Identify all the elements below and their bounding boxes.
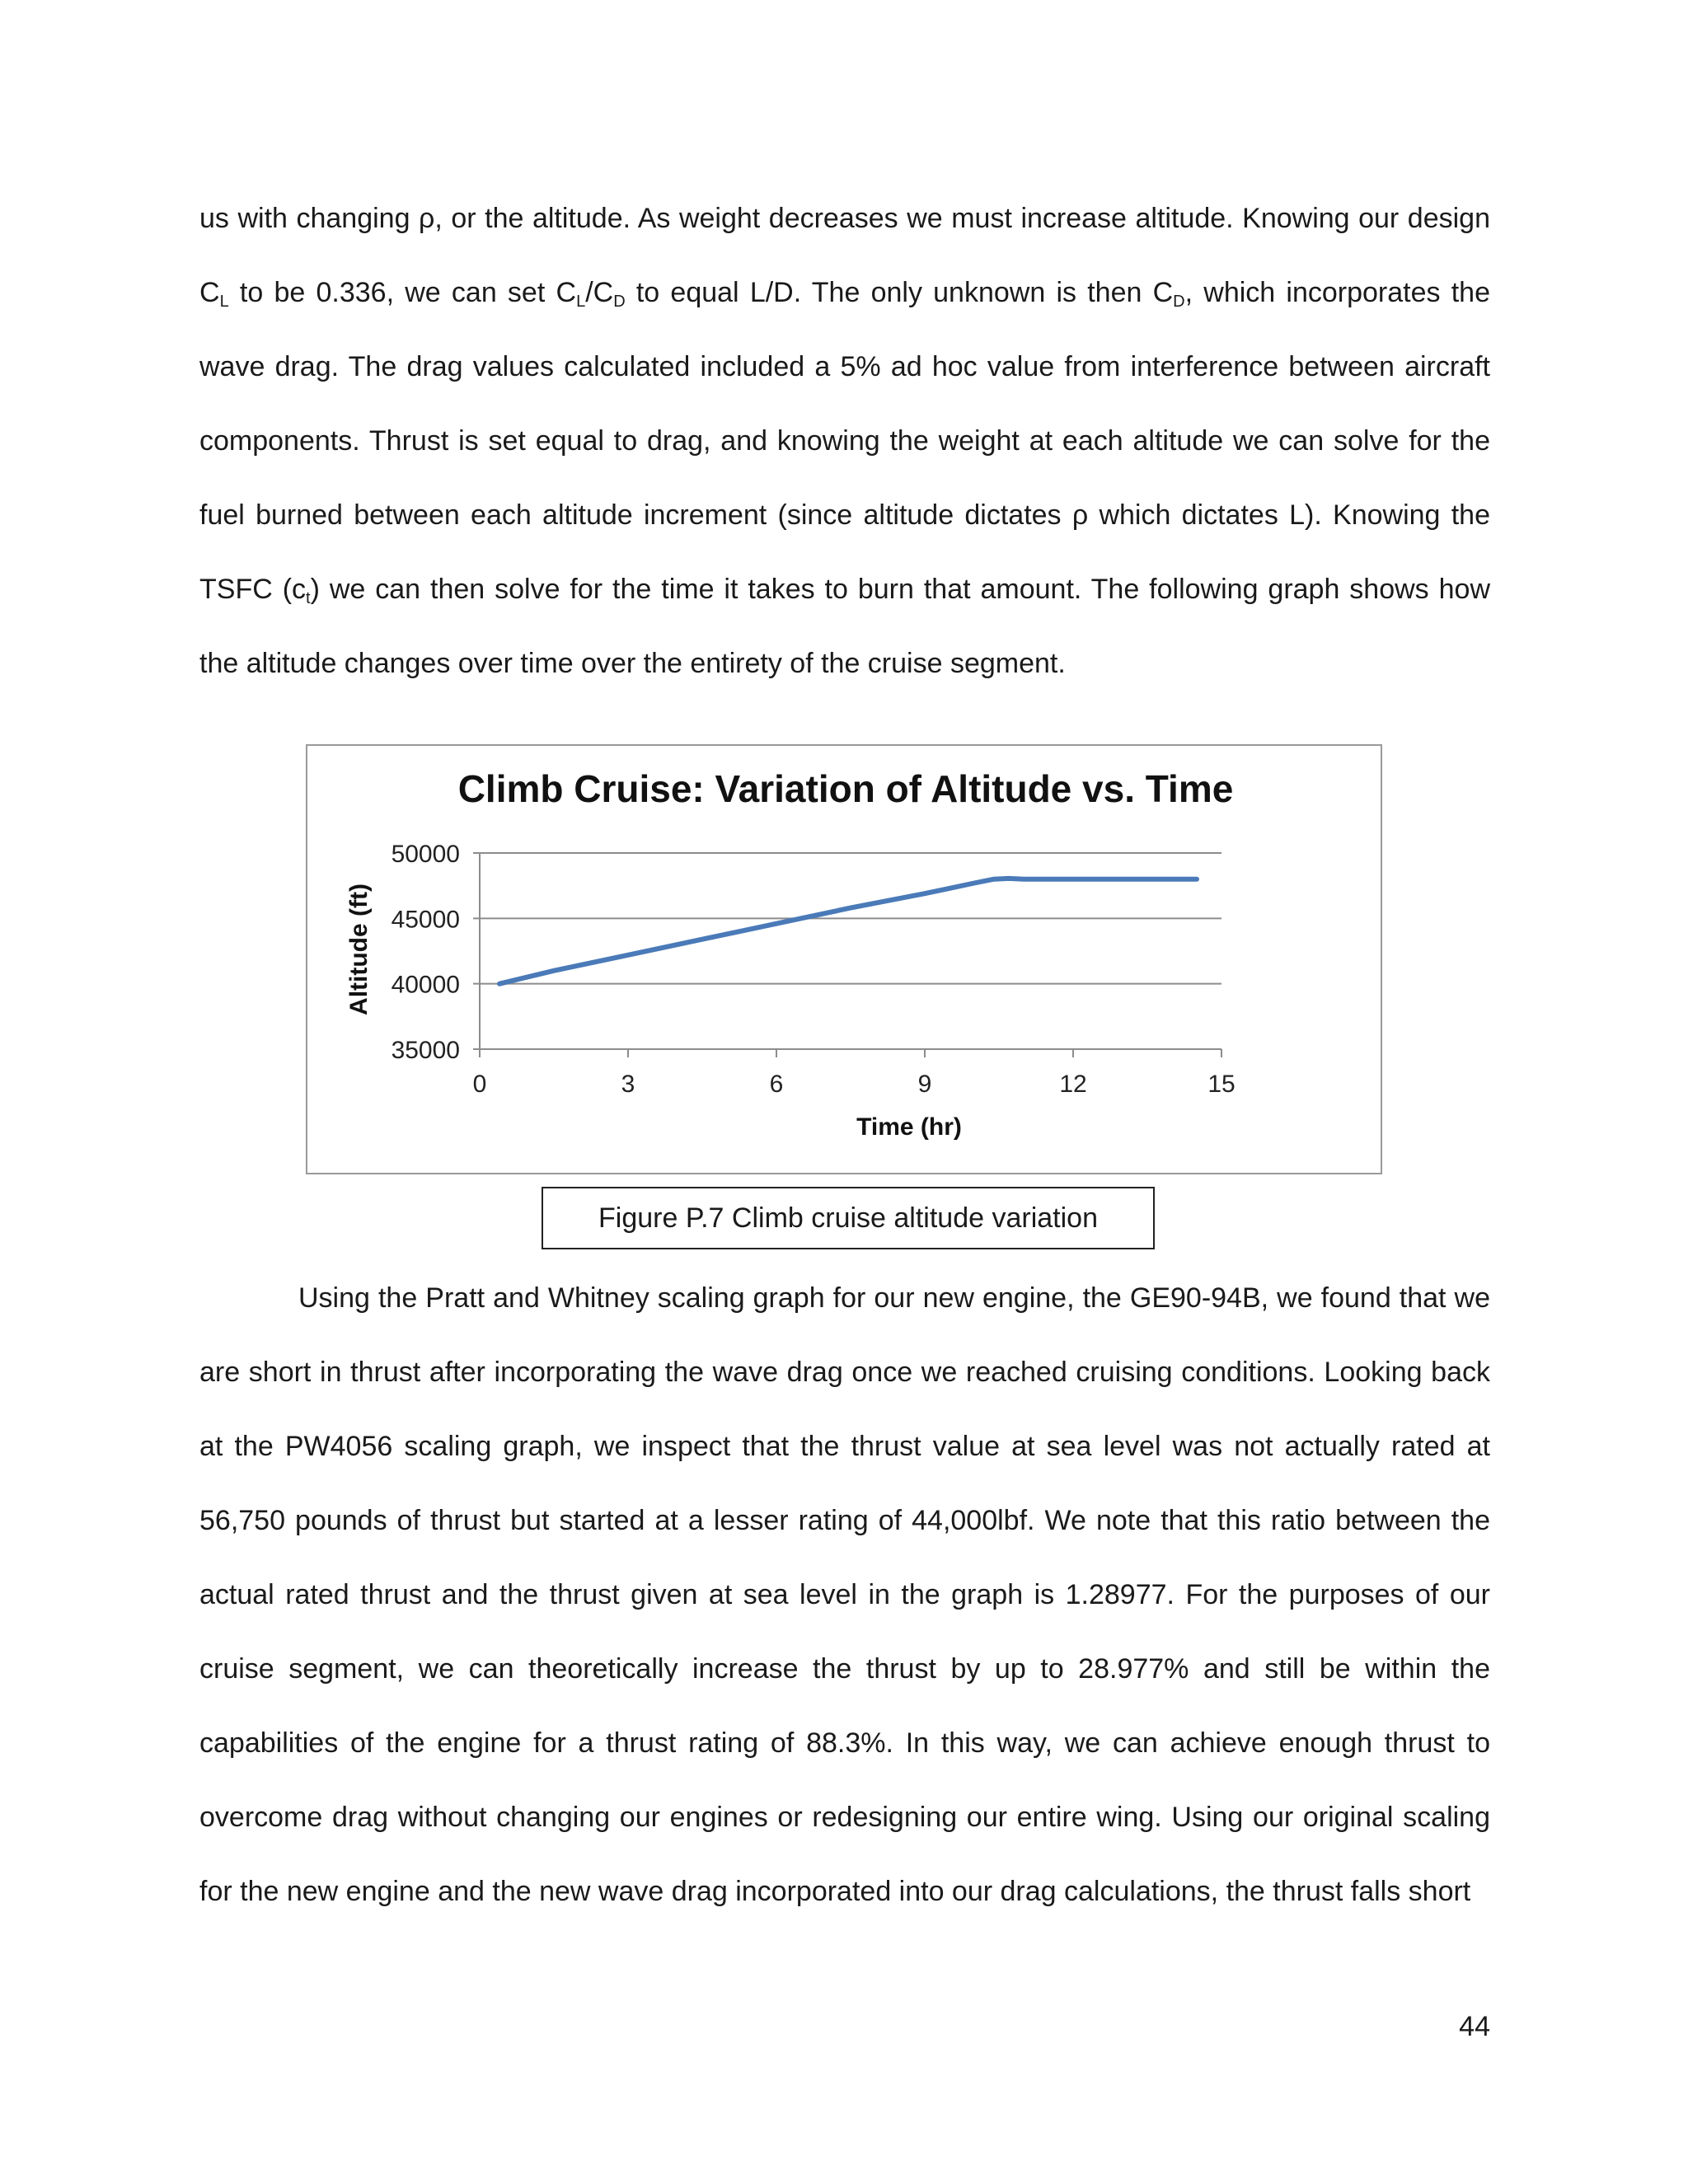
x-axis-label: Time (hr) — [856, 1113, 962, 1141]
page-number: 44 — [1459, 2011, 1490, 2042]
x-tick-label: 12 — [1059, 1071, 1087, 1098]
x-tick-labels — [473, 1071, 1236, 1098]
y-tick-label: 50000 — [391, 841, 460, 868]
text-run: to be 0.336, we can set C — [228, 277, 577, 308]
x-tick-label: 3 — [621, 1071, 635, 1098]
x-tick-label: 6 — [769, 1071, 784, 1098]
chart-title: Climb Cruise: Variation of Altitude vs. Time — [457, 767, 1234, 810]
subscript: D — [613, 293, 626, 311]
paragraph-1 — [199, 181, 1490, 701]
altitude-chart — [307, 746, 1384, 1176]
x-tick-label: 0 — [472, 1071, 487, 1098]
text-run: , which incorporates the wave drag. The drag values calculated included a 5% ad hoc value from interference between aircraft components. Thrust is set equal to drag, and knowing the weight at each altitude we can solve for the fuel burned between each altitude increment (since altitude dictates ρ which dictates L). Knowing the TSFC (c — [199, 277, 1490, 605]
y-tick-label: 45000 — [391, 906, 460, 934]
chart-frame — [306, 744, 1382, 1174]
axes — [480, 853, 1221, 1057]
figure-caption: Figure P.7 Climb cruise altitude variation — [542, 1187, 1155, 1249]
y-axis-label: Altitude (ft) — [345, 883, 373, 1015]
x-tick-label: 15 — [1207, 1071, 1236, 1098]
subscript: t — [306, 589, 311, 607]
y-tick-label: 40000 — [391, 971, 460, 999]
grid-lines — [473, 853, 1221, 1049]
text-run: to equal L/D. The only unknown is then C — [625, 277, 1174, 308]
subscript: L — [219, 293, 229, 311]
subscript: D — [1173, 293, 1185, 311]
text-run: ) we can then solve for the time it takes to burn that amount. The following graph shows how the altitude changes over time over the entirety of the cruise segment. — [199, 574, 1490, 679]
paragraph-2: Using the Pratt and Whitney scaling graph for our new engine, the GE90-94B, we found that we are short in thrust after incorporating the wave drag once we reached cruising conditions. Looking back at the PW4056 scaling graph, we inspect that the thrust value at sea level was not actually rated at 56,750 pounds of thrust but started at a lesser rating of 44,000lbf. We note that this ratio between the actual rated thrust and the thrust given at sea level in the graph is 1.28977. For the purposes of our cruise segment, we can theoretically increase the thrust by up to 28.977% and still be within the capabilities of the engine for a thrust rating of 88.3%. In this way, we can achieve enough thrust to overcome drag without changing our engines or redesigning our entire wing. Using our original scaling for the new engine and the new wave drag incorporated into our drag calculations, the thrust falls short — [199, 1282, 1490, 1907]
y-tick-label: 35000 — [391, 1037, 460, 1064]
altitude-series-line — [499, 879, 1197, 984]
subscript: L — [576, 293, 586, 311]
text-run: us with changing ρ, or the altitude. As weight decreases we must increase altitude. Knowing our design C — [199, 203, 1490, 308]
y-tick-labels — [392, 841, 460, 1064]
text-run: /C — [585, 277, 614, 308]
x-tick-label: 9 — [917, 1071, 932, 1098]
